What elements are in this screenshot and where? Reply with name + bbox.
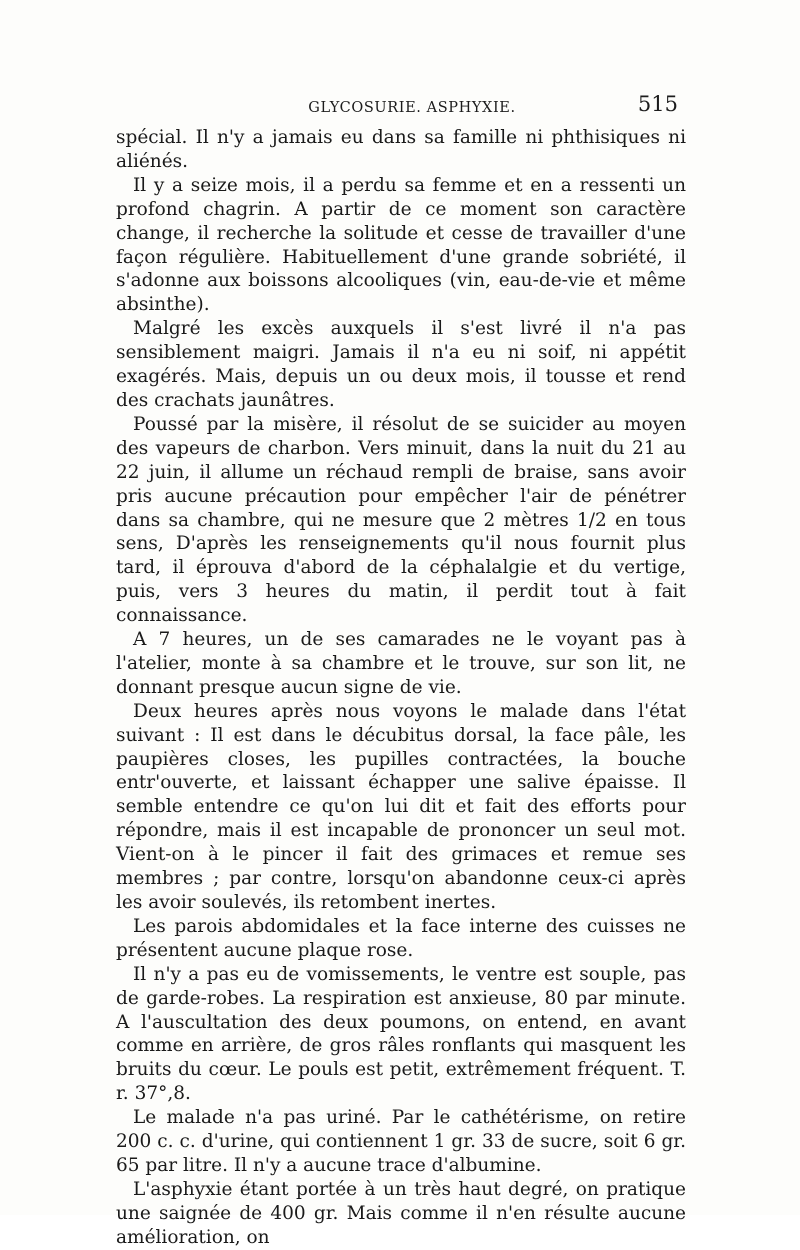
paragraph: Malgré les excès auxquels il s'est livré il n'a pas sensiblement maigri. Jamais il n'a eu ni soif, ni appétit exagérés. Mais, depuis un ou deux mois, il tousse et rend des crachats jaunâtres. bbox=[116, 318, 686, 411]
paragraph: Il n'y a pas eu de vomissements, le ventre est souple, pas de garde-robes. La respiration est anxieuse, 80 par minute. A l'auscultation des deux poumons, on entend, en avant comme en arrière, de gros râles ronflants qui masquent les bruits du cœur. Le pouls est petit, extrêmement fréquent. T. r. 37°,8. bbox=[116, 963, 686, 1105]
body-text bbox=[116, 126, 686, 1250]
page-number: 515 bbox=[637, 92, 678, 116]
paragraph: Les parois abdomidales et la face interne des cuisses ne présentent aucune plaque rose. bbox=[116, 915, 686, 961]
paragraph: Il y a seize mois, il a perdu sa femme et en a ressenti un profond chagrin. A partir de ce moment son caractère change, il recherche la solitude et cesse de travailler d'une façon régulière. Habituellement d'une grande sobriété, il s'adonne aux boissons alcooliques (vin, eau-de-vie et même absinthe). bbox=[116, 174, 686, 316]
running-head-title: GLYCOSURIE. ASPHYXIE. bbox=[308, 100, 516, 116]
paragraph-continued: spécial. Il n'y a jamais eu dans sa famille ni phthisiques ni aliénés. bbox=[116, 127, 686, 172]
paragraph: A 7 heures, un de ses camarades ne le voyant pas à l'atelier, monte à sa chambre et le trouve, sur son lit, ne donnant presque aucun signe de vie. bbox=[116, 629, 686, 698]
paragraph: Le malade n'a pas uriné. Par le cathétérisme, on retire 200 c. c. d'urine, qui contiennent 1 gr. 33 de sucre, soit 6 gr. 65 par litre. Il n'y a aucune trace d'albumine. bbox=[116, 1107, 686, 1176]
paragraph: Poussé par la misère, il résolut de se suicider au moyen des vapeurs de charbon. Vers minuit, dans la nuit du 21 au 22 juin, il allume un réchaud rempli de braise, sans avoir pris aucune précaution pour empêcher l'air de pénétrer dans sa chambre, qui ne mesure que 2 mètres 1/2 en tous sens, D'après les renseignements qu'il nous fournit plus tard, il éprouva d'abord de la céphalalgie et du vertige, puis, vers 3 heures du matin, il perdit tout à fait connaissance. bbox=[116, 413, 686, 627]
paragraph: Deux heures après nous voyons le malade dans l'état suivant : Il est dans le décubitus dorsal, la face pâle, les paupières closes, les pupilles contractées, la bouche entr'ouverte, et laissant échapper une salive épaisse. Il semble entendre ce qu'on lui dit et fait des efforts pour répondre, mais il est incapable de prononcer un seul mot. Vient-on à le pincer il fait des grimaces et remue ses membres ; par contre, lorsqu'on abandonne ceux-ci après les avoir soulevés, ils retombent inertes. bbox=[116, 700, 686, 913]
running-head bbox=[116, 92, 686, 122]
paragraph: L'asphyxie étant portée à un très haut degré, on pratique une saignée de 400 gr. Mais comme il n'en résulte aucune amélioration, on bbox=[116, 1178, 686, 1248]
